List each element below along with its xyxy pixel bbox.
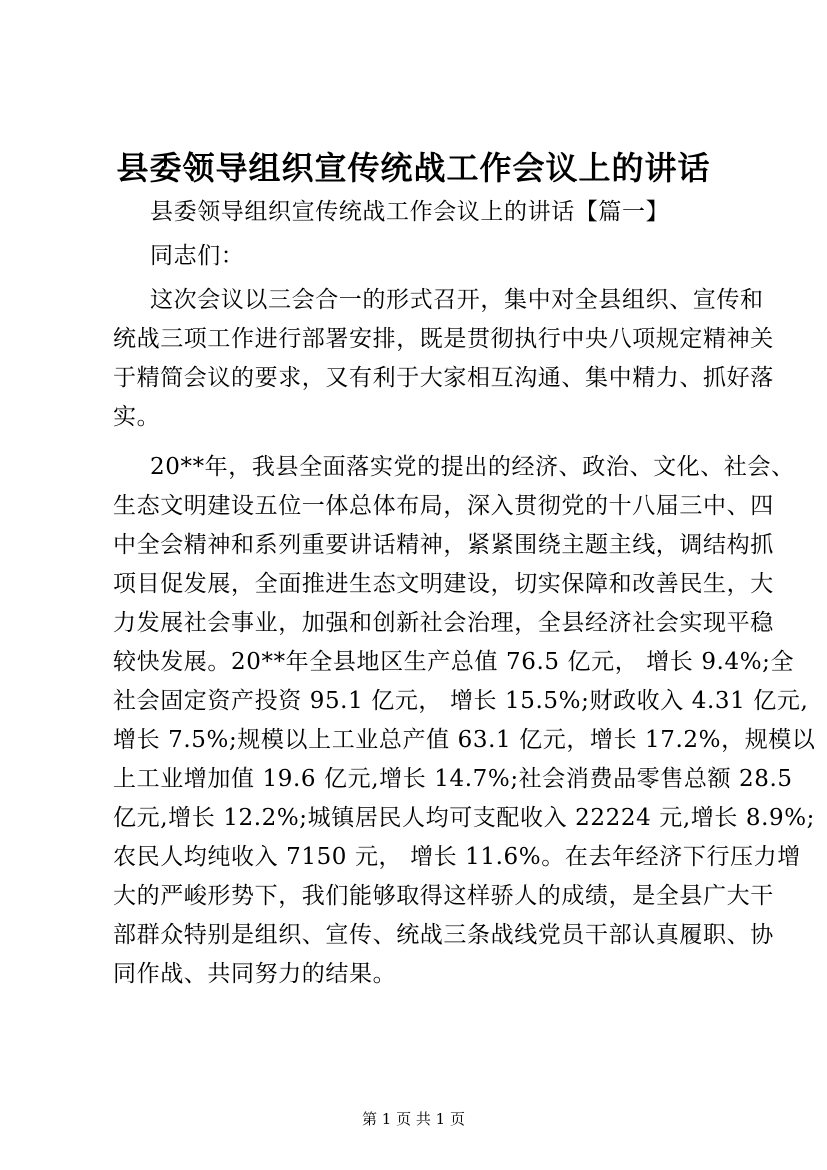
paragraph-2-line: 项目促发展，全面推进生态文明建设，切实保障和改善民生，大 <box>113 571 774 597</box>
paragraph-2-line: 力发展社会事业，加强和创新社会治理，全县经济社会实现平稳 <box>113 610 774 636</box>
paragraph-2-line: 社会固定资产投资 95.1 亿元， 增长 15.5%;财政收入 4.31 亿元, <box>113 688 809 714</box>
paragraph-1-line: 实。 <box>113 404 161 430</box>
paragraph-1-line: 统战三项工作进行部署安排，既是贯彻执行中央八项规定精神关 <box>113 326 774 352</box>
paragraph-1-line: 这次会议以三会合一的形式召开，集中对全县组织、宣传和 <box>150 287 764 313</box>
paragraph-2-line: 上工业增加值 19.6 亿元,增长 14.7%;社会消费品零售总额 28.5 <box>113 766 793 792</box>
paragraph-2-line: 大的严峻形势下，我们能够取得这样骄人的成绩，是全县广大干 <box>113 883 774 909</box>
document-subtitle: 县委领导组织宣传统战工作会议上的讲话【篇一】 <box>150 199 670 225</box>
paragraph-2-line: 生态文明建设五位一体总体布局，深入贯彻党的十八届三中、四 <box>113 493 774 519</box>
paragraph-2-line: 20**年，我县全面落实党的提出的经济、政治、文化、社会、 <box>150 454 795 480</box>
paragraph-2-line: 中全会精神和系列重要讲话精神，紧紧围绕主题主线，调结构抓 <box>113 532 774 558</box>
paragraph-1-line: 于精简会议的要求，又有利于大家相互沟通、集中精力、抓好落 <box>113 365 774 391</box>
document-title: 县委领导组织宣传统战工作会议上的讲话 <box>116 149 711 187</box>
page-footer: 第 1 页 共 1 页 <box>362 1110 465 1128</box>
salutation: 同志们： <box>150 243 245 269</box>
paragraph-2-line: 增长 7.5%;规模以上工业总产值 63.1 亿元，增长 17.2%，规模以 <box>113 727 816 753</box>
paragraph-2-line: 部群众特别是组织、宣传、统战三条战线党员干部认真履职、协 <box>113 922 774 948</box>
paragraph-2-line: 农民人均纯收入 7150 元， 增长 11.6%。在去年经济下行压力增 <box>113 844 801 870</box>
paragraph-2-line: 亿元,增长 12.2%;城镇居民人均可支配收入 22224 元,增长 8.9%; <box>113 805 816 831</box>
paragraph-2-line: 同作战、共同努力的结果。 <box>113 961 397 987</box>
paragraph-2-line: 较快发展。20**年全县地区生产总值 76.5 亿元， 增长 9.4%;全 <box>113 649 795 675</box>
